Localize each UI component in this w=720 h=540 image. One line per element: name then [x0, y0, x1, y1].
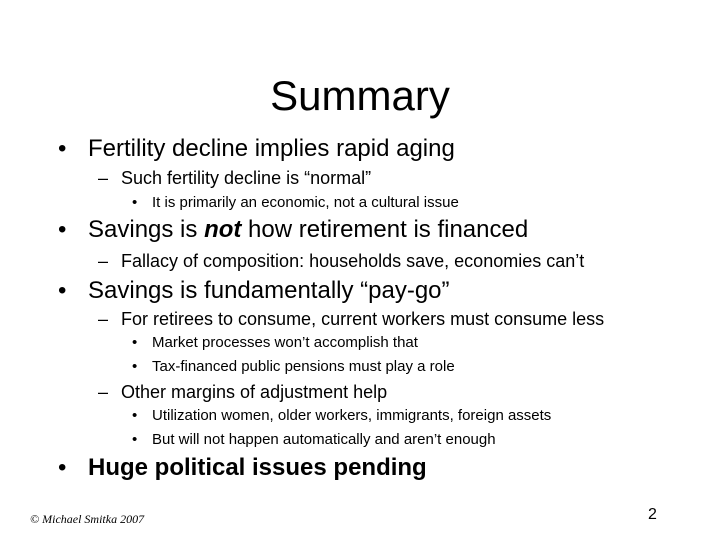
- sub-sub-bullet-market-processes: Market processes won’t accomplish that: [152, 334, 418, 351]
- bullet-marker: •: [132, 431, 138, 448]
- dash-marker: –: [98, 251, 109, 271]
- bullet-marker: •: [58, 277, 67, 304]
- bullet-marker: •: [132, 407, 138, 424]
- slide-title: [0, 70, 720, 122]
- sub-bullet-normal-decline: Such fertility decline is “normal”: [121, 168, 372, 188]
- sub-bullet-fallacy-composition: Fallacy of composition: households save, economies can’t: [121, 251, 585, 271]
- bullet-marker: •: [132, 334, 138, 351]
- bullet-marker: •: [58, 216, 67, 243]
- dash-marker: –: [98, 309, 109, 329]
- bullet-fertility-decline: Fertility decline implies rapid aging: [88, 135, 455, 162]
- bullet-savings-not-financed: [88, 215, 528, 245]
- sub-bullet-retirees-consume: For retirees to consume, current workers must consume less: [121, 309, 605, 329]
- page-number: 2: [648, 506, 657, 523]
- slide-title-text: Summary: [270, 72, 450, 119]
- sub-sub-bullet-public-pensions: Tax-financed public pensions must play a role: [152, 358, 455, 375]
- sub-bullet-other-margins: Other margins of adjustment help: [121, 382, 388, 402]
- bullet-marker: •: [58, 454, 67, 481]
- bullet-marker: •: [132, 194, 138, 211]
- bullet-marker: •: [132, 358, 138, 375]
- dash-marker: –: [98, 382, 109, 402]
- bullet-pay-go: Savings is fundamentally “pay-go”: [88, 277, 450, 304]
- bullet-marker: •: [58, 135, 67, 162]
- sub-sub-bullet-economic-issue: It is primarily an economic, not a cultural issue: [152, 194, 459, 211]
- copyright-footer: © Michael Smitka 2007: [30, 512, 145, 526]
- bullet-text-post: how retirement is financed: [241, 216, 529, 243]
- bullet-text-pre: Savings is: [88, 216, 205, 243]
- bullet-political-issues: Huge political issues pending: [88, 454, 427, 481]
- dash-marker: –: [98, 168, 109, 188]
- bullet-text-emphasis: not: [204, 216, 242, 243]
- sub-sub-bullet-not-automatic: But will not happen automatically and aren’t enough: [152, 431, 496, 448]
- sub-sub-bullet-utilization: Utilization women, older workers, immigrants, foreign assets: [152, 407, 552, 424]
